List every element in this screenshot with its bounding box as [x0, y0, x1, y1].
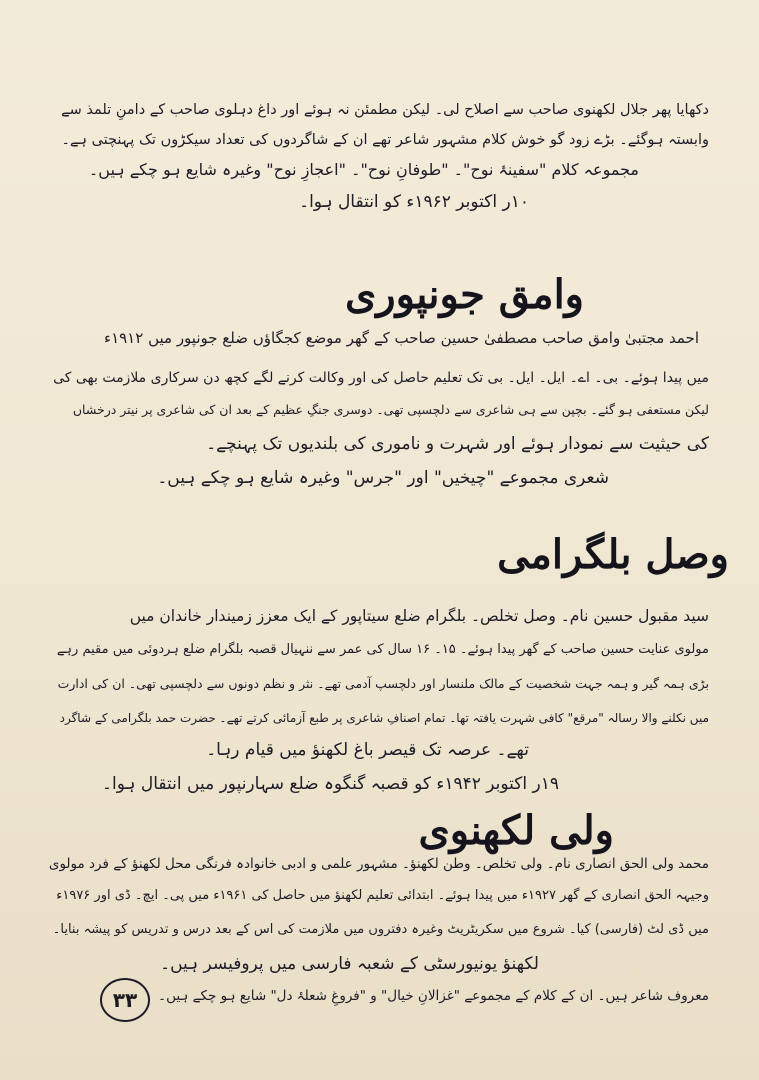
wali-line-5: معروف شاعر ہیں۔ ان کے کلام کے مجموعے "غزالانِ خیال" و "فروغِ شعلۂ دل" شایع ہو چکے ہیں۔ [158, 988, 709, 1004]
wasl-line-4: میں نکلنے والا رسالہ "مرقع" کافی شہرت یافتہ تھا۔ تمام اصنافِ شاعری پر طبع آزمائی کرتے تھے۔ حضرت حمد بلگرامی کے شاگرد [59, 711, 709, 725]
section-heading-wali: ولی لکھنوی [418, 807, 614, 854]
wasl-line-1: سید مقبول حسین نام۔ وصل تخلص۔ بلگرام ضلع سیتاپور کے ایک معزز زمیندار خاندان میں [129, 607, 709, 625]
wali-line-3: میں ڈی لٹ (فارسی) کیا۔ شروع میں سکریٹریٹ وغیرہ دفتروں میں ملازمت کی اس کے بعد درس و تدریس کو پیشہ بنایا۔ [52, 922, 709, 937]
section-heading-wamiq: وامق جونپوری [344, 271, 584, 318]
page-number: ۳۳ [100, 978, 150, 1022]
wali-line-1: محمد ولی الحق انصاری نام۔ ولی تخلص۔ وطن لکھنؤ۔ مشہور علمی و ادبی خانوادہ فرنگی محل لکھنؤ کے فرد مولوی [48, 856, 709, 872]
intro-line-3: مجموعہ کلام "سفینۂ نوح"۔ "طوفانِ نوح"۔ "اعجازِ نوح" وغیرہ شایع ہو چکے ہیں۔ [88, 160, 639, 179]
wamiq-line-4: کی حیثیت سے نمودار ہوئے اور شہرت و ناموری کی بلندیوں تک پہنچے۔ [206, 434, 709, 454]
intro-line-2: وابستہ ہوگئے۔ بڑے زود گو خوش کلام مشہور شاعر تھے ان کے شاگردوں کی تعداد سیکڑوں تک پہنچتی ہے۔ [61, 132, 709, 148]
intro-line-1: دکھایا پھر جلال لکھنوی صاحب سے اصلاح لی۔ لیکن مطمئن نہ ہوئے اور داغ دہلوی صاحب کے دامنِ تلمذ سے [61, 102, 709, 118]
wamiq-line-1: احمد مجتبیٰ وامق صاحب مصطفیٰ حسین صاحب کے گھر موضع کجگاؤں ضلع جونپور میں ۱۹۱۲ء [104, 329, 699, 347]
wamiq-line-3: لیکن مستعفی ہو گئے۔ بچپن سے ہی شاعری سے دلچسپی تھی۔ دوسری جنگِ عظیم کے بعد ان کی شاعری پر نیتر درخشاں [72, 402, 709, 417]
section-heading-wasl: وصل بلگرامی [497, 531, 729, 578]
wamiq-line-5: شعری مجموعے "چیخیں" اور "جرس" وغیرہ شایع ہو چکے ہیں۔ [157, 468, 609, 488]
intro-line-4: ۱۰ر اکتوبر ۱۹۶۲ء کو انتقال ہوا۔ [299, 192, 529, 212]
wali-line-2: وجیہہ الحق انصاری کے گھر ۱۹۲۷ء میں پیدا ہوئے۔ ابتدائی تعلیم لکھنؤ میں حاصل کی ۱۹۶۱ء میں پی۔ ایچ۔ ڈی اور ۱۹۷۶ء [56, 888, 709, 903]
wali-line-4: لکھنؤ یونیورسٹی کے شعبہ فارسی میں پروفیسر ہیں۔ [160, 954, 539, 974]
wasl-line-3: بڑی ہمہ گیر و ہمہ جہت شخصیت کے مالک ملنسار اور دلچسپ آدمی تھے۔ نثر و نظم دونوں سے دلچسپی تھی۔ ان کی ادارت [57, 676, 709, 691]
wasl-line-6: ۱۹ر اکتوبر ۱۹۴۲ء کو قصبہ گنگوہ ضلع سہارنپور میں انتقال ہوا۔ [102, 774, 559, 794]
wamiq-line-2: میں پیدا ہوئے۔ بی۔ اے۔ ایل۔ ایل۔ بی تک تعلیم حاصل کی اور وکالت کرنے لگے کچھ دن سرکاری ملازمت بھی کی [53, 370, 709, 386]
wasl-line-5: تھے۔ عرصہ تک قیصر باغ لکھنؤ میں قیام رہا۔ [206, 740, 529, 760]
wasl-line-2: مولوی عنایت حسین صاحب کے گھر پیدا ہوئے۔ ۱۵۔ ۱۶ سال کی عمر سے ننہیال قصبہ بلگرام ضلع ہردوئی میں مقیم رہے [56, 642, 709, 657]
